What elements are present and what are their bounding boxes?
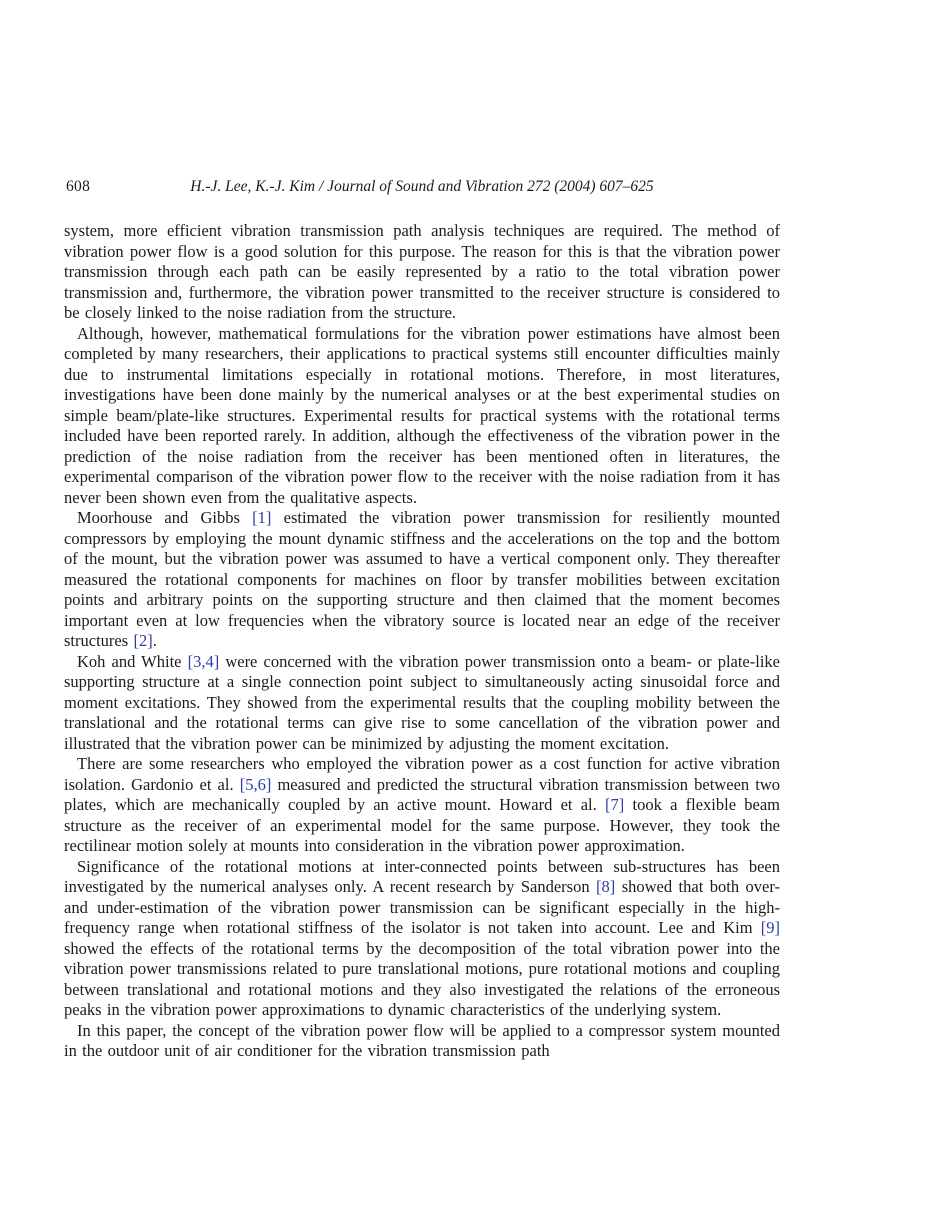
paragraph: system, more efficient vibration transmission path analysis techniques are required. The method of vibration power flow is a good solution for this purpose. The reason for this is that the vibration power transmission through each path can be easily represented by a ratio to the total vibration power transmission and, furthermore, the vibration power transmitted to the receiver structure is considered to be closely linked to the noise radiation from the structure. xyxy=(64,221,780,322)
citation-link[interactable]: [3,4] xyxy=(187,651,220,671)
paragraph: Although, however, mathematical formulations for the vibration power estimations have almost been completed by many researchers, their applications to practical systems still encounter difficulties mainly due to instrumental limitations especially in rotational motions. Therefore, in most literatures, investigations have been done mainly by the numerical analyses or at the best experimental studies on simple beam/plate-like structures. Experimental results for practical systems with the rotational terms included have been reported rarely. In addition, although the effectiveness of the vibration power in the prediction of the noise radiation from the receiver has been mentioned often in literatures, the experimental comparison of the vibration power flow to the receiver with the noise radiation from it has never been shown even from the qualitative aspects. xyxy=(64,323,780,507)
paragraph: Moorhouse and Gibbs [1] estimated the vibration power transmission for resiliently mounted compressors by employing the mount dynamic stiffness and the accelerations on the top and the bottom of the mount, but the vibration power was assumed to have a vertical component only. They thereafter measured the rotational components for machines on floor by transfer mobilities between excitation points and arbitrary points on the supporting structure and then claimed that the moment becomes important even at low frequencies when the vibratory source is located near an edge of the receiver structures [2]. xyxy=(64,508,780,650)
citation-link[interactable]: [1] xyxy=(252,508,272,527)
page-number: 608 xyxy=(66,178,91,195)
running-head: H.-J. Lee, K.-J. Kim / Journal of Sound and Vibration 272 (2004) 607–625 xyxy=(190,178,654,195)
paragraph: Significance of the rotational motions at inter-connected points between sub-structures has been investigated by the numerical analyses only. A recent research by Sanderson [8] showed that both over- and under-estimation of the vibration power transmission can be significant especially in the high-frequency range when rotational stiffness of the isolator is not taken into account. Lee and Kim [9] showed the effects of the rotational terms by the decomposition of the total vibration power into the vibration power transmissions related to pure translational motions, pure rotational motions and coupling between translational and rotational motions and they also investigated the relations of the erroneous peaks in the vibration power approximations to dynamic characteristics of the underlying system. xyxy=(64,856,780,1019)
body-text xyxy=(64,221,780,1062)
paragraph: Koh and White [3,4] were concerned with the vibration power transmission onto a beam- or plate-like supporting structure at a single connection point subject to simultaneously acting sinusoidal force and moment excitations. They showed from the experimental results that the coupling mobility between the translational and the rotational terms can give rise to some cancellation of the vibration power and illustrated that the vibration power can be minimized by adjusting the moment excitation. xyxy=(64,651,780,753)
citation-link[interactable]: [8] xyxy=(596,877,616,896)
page-header xyxy=(64,177,780,199)
citation-link[interactable]: [7] xyxy=(605,795,625,814)
citation-link[interactable]: [9] xyxy=(760,918,780,937)
paragraph: In this paper, the concept of the vibration power flow will be applied to a compressor system mounted in the outdoor unit of air conditioner for the vibration transmission path xyxy=(64,1020,780,1060)
citation-link[interactable]: [2] xyxy=(133,631,153,650)
paragraph: There are some researchers who employed the vibration power as a cost function for active vibration isolation. Gardonio et al. [5,6] measured and predicted the structural vibration transmission between two plates, which are mechanically coupled by an active mount. Howard et al. [7] took a flexible beam structure as the receiver of an experimental model for the same purpose. However, they took the rectilinear motion solely at mounts into consideration in the vibration power approximation. xyxy=(64,754,781,855)
citation-link[interactable]: [5,6] xyxy=(239,774,272,794)
